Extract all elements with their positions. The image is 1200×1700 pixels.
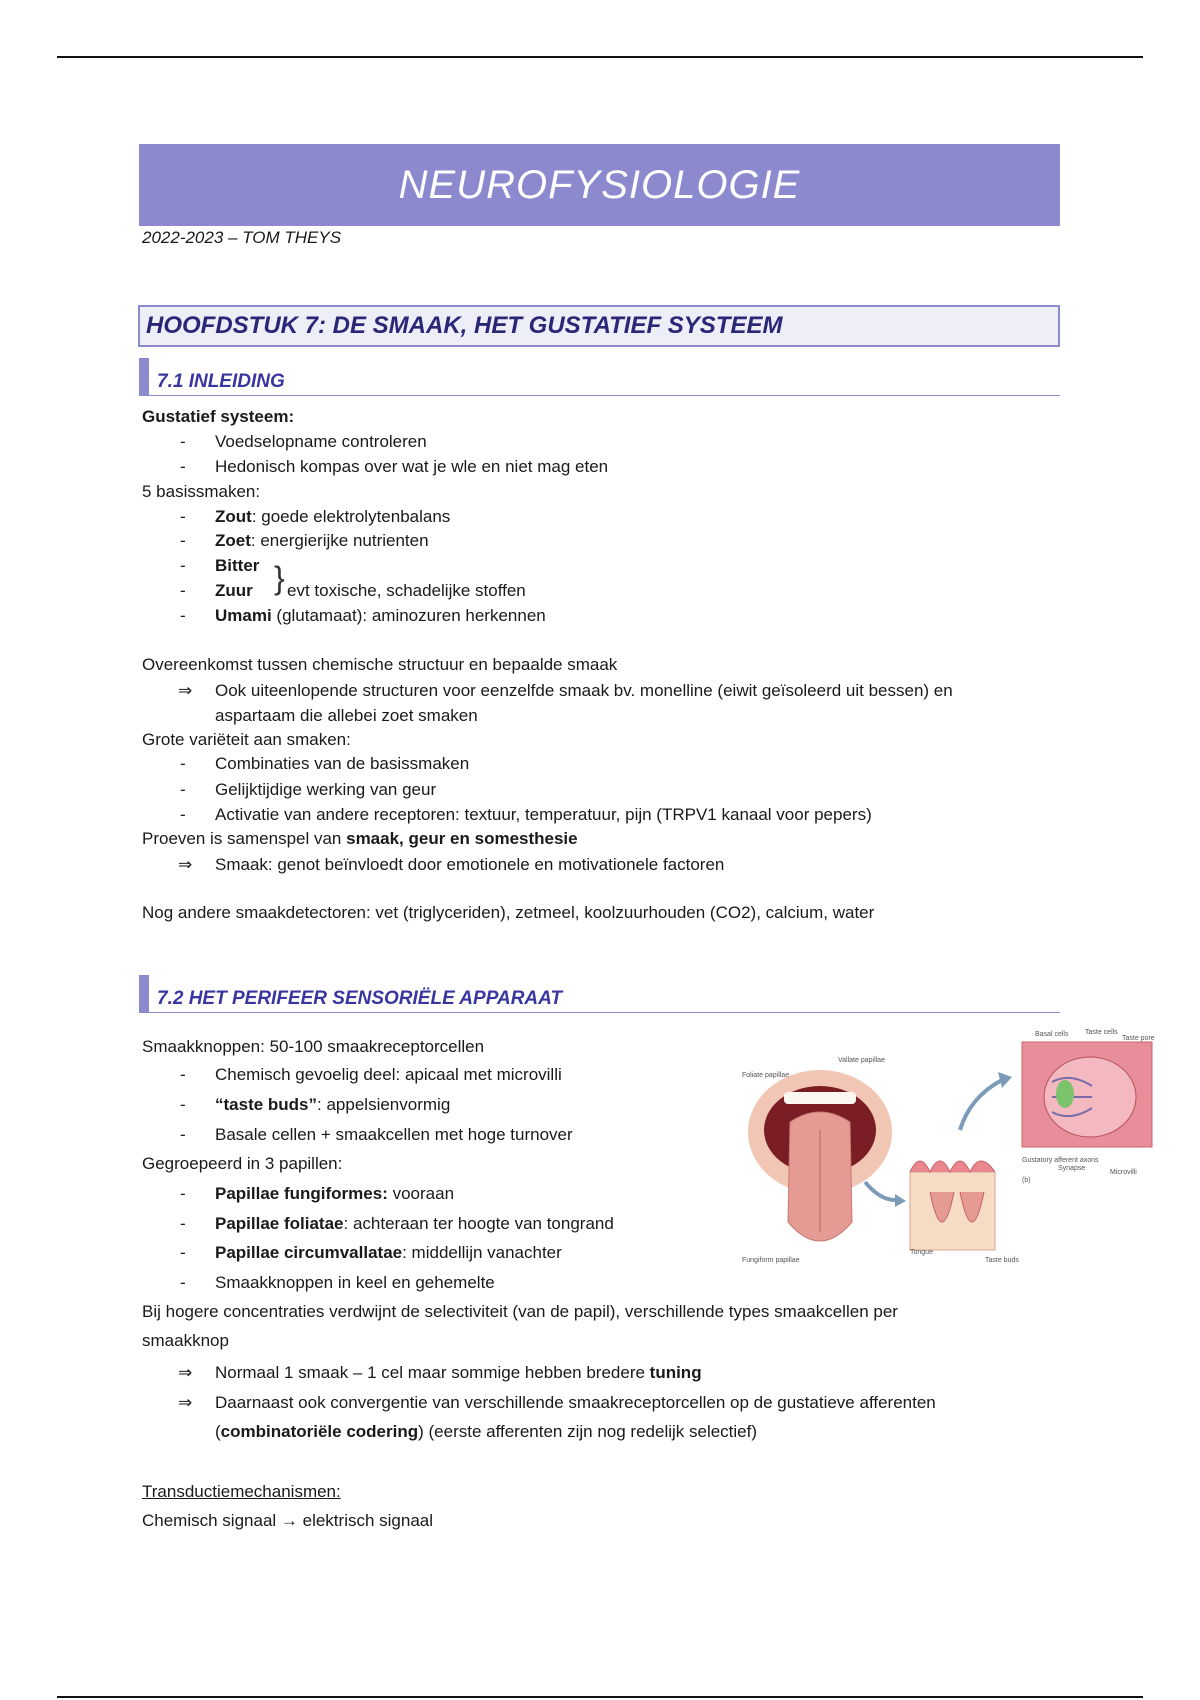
label-fungiform: Fungiform papillae (742, 1257, 800, 1264)
label-afferent: Gustatory afferent axons (1022, 1157, 1099, 1164)
list-item: Voedselopname controleren (215, 432, 427, 451)
arrow-to-papilla (865, 1182, 895, 1200)
bullet-dash: - (180, 1273, 186, 1292)
basissmaken-title: 5 basissmaken: (142, 482, 261, 501)
list-item-foliatae: Papillae foliatae: achteraan ter hoogte van tongrand (215, 1214, 614, 1233)
list-item-bitter: Bitter (215, 556, 260, 575)
overeenkomst-note-line2: aspartaam die allebei zoet smaken (215, 706, 478, 725)
list-item-umami: Umami (glutamaat): aminozuren herkennen (215, 606, 546, 625)
label-tongue: Tongue (910, 1249, 933, 1256)
implies-arrow: ⇒ (178, 855, 193, 874)
list-item-fungiformes: Papillae fungiformes: vooraan (215, 1184, 455, 1203)
section-heading-7-2: 7.2 HET PERIFEER SENSORIËLE APPARAAT (139, 975, 1060, 1013)
label-taste-buds: Taste buds (985, 1257, 1019, 1264)
bullet-dash: - (180, 507, 186, 526)
implies-arrow: ⇒ (178, 1363, 193, 1382)
andere-smaakdetectoren: Nog andere smaakdetectoren: vet (triglyceriden), zetmeel, koolzuurhouden (CO2), calcium, water (142, 903, 875, 922)
hogere-concentraties-line2: smaakknop (142, 1331, 229, 1350)
bullet-dash: - (180, 1214, 186, 1233)
transductie-text: Chemisch signaal → elektrisch signaal (142, 1511, 434, 1530)
bullet-dash: - (180, 1065, 186, 1084)
bottom-rule (57, 1696, 1143, 1698)
proeven-text: Proeven is samenspel van smaak, geur en somesthesie (142, 829, 578, 848)
bullet-dash: - (180, 1243, 186, 1262)
variatie-title: Grote variëteit aan smaken: (142, 730, 351, 749)
implies-arrow: ⇒ (178, 1393, 193, 1412)
bullet-dash: - (180, 1184, 186, 1203)
overeenkomst-text: Overeenkomst tussen chemische structuur en bepaalde smaak (142, 655, 618, 674)
list-item: Hedonisch kompas over wat je wle en niet mag eten (215, 457, 609, 476)
convergentie-line1: Daarnaast ook convergentie van verschillende smaakreceptorcellen op de gustatieve afferenten (215, 1393, 936, 1412)
list-item-zout: Zout: goede elektrolytenbalans (215, 507, 451, 526)
bullet-dash: - (180, 1095, 186, 1114)
proeven-note: Smaak: genot beïnvloedt door emotionele en motivationele factoren (215, 855, 725, 874)
list-item: Combinaties van de basissmaken (215, 754, 470, 773)
document-title-banner (139, 144, 1060, 226)
tuning-note: Normaal 1 smaak – 1 cel maar sommige hebben bredere tuning (215, 1363, 702, 1382)
bullet-dash: - (180, 432, 186, 451)
list-item-taste-buds: “taste buds”: appelsienvormig (215, 1095, 451, 1114)
taste-anatomy-figure (740, 1022, 1160, 1277)
label-panel-b: (b) (1022, 1177, 1031, 1184)
chapter-heading: HOOFDSTUK 7: DE SMAAK, HET GUSTATIEF SYSTEEM (138, 305, 1060, 347)
list-item: Gelijktijdige werking van geur (215, 780, 437, 799)
list-item-zoet: Zoet: energierijke nutrienten (215, 531, 429, 550)
list-item: Chemisch gevoelig deel: apicaal met microvilli (215, 1065, 562, 1084)
top-rule (57, 56, 1143, 58)
implies-arrow: ⇒ (178, 681, 193, 700)
list-item: Smaakknoppen in keel en gehemelte (215, 1273, 495, 1292)
bullet-dash: - (180, 780, 186, 799)
bitter-zuur-note: evt toxische, schadelijke stoffen (287, 581, 526, 600)
bullet-dash: - (180, 1125, 186, 1144)
list-item: Basale cellen + smaakcellen met hoge turnover (215, 1125, 573, 1144)
list-item: Activatie van andere receptoren: textuur, temperatuur, pijn (TRPV1 kanaal voor pepers) (215, 805, 872, 824)
label-taste-cells: Taste cells (1085, 1029, 1118, 1036)
gustatief-title: Gustatief systeem: (142, 407, 295, 426)
brace-symbol: } (274, 560, 285, 596)
label-taste-pore: Taste pore (1122, 1035, 1155, 1042)
section-heading-7-1: 7.1 INLEIDING (139, 358, 1060, 396)
smaakknoppen-title: Smaakknoppen: 50-100 smaakreceptorcellen (142, 1037, 485, 1056)
arrow-to-taste-bud (960, 1080, 1002, 1130)
bullet-dash: - (180, 581, 186, 600)
overeenkomst-note-line1: Ook uiteenlopende structuren voor eenzelfde smaak bv. monelline (eiwit geïsoleerd uit bessen) en (215, 681, 953, 700)
convergentie-line2: (combinatoriële codering) (eerste afferenten zijn nog redelijk selectief) (215, 1422, 758, 1441)
bullet-dash: - (180, 606, 186, 625)
transductie-title: Transductiemechanismen: (142, 1482, 341, 1501)
bullet-dash: - (180, 805, 186, 824)
label-vallate: Vallate papillae (838, 1057, 885, 1064)
document-title: NEUROFYSIOLOGIE (398, 163, 801, 207)
bullet-dash: - (180, 754, 186, 773)
label-foliate: Foliate papillae (742, 1072, 790, 1079)
list-item-zuur: Zuur (215, 581, 253, 600)
bullet-dash: - (180, 457, 186, 476)
tongue-illustration (740, 1022, 1160, 1277)
upper-teeth (784, 1092, 856, 1104)
list-item-circumvallatae: Papillae circumvallatae: middellijn vanachter (215, 1243, 562, 1262)
label-microvilli: Microvilli (1110, 1169, 1137, 1176)
papilla-block (910, 1172, 995, 1250)
hogere-concentraties-line1: Bij hogere concentraties verdwijnt de selectiviteit (van de papil), verschillende types smaakcellen per (142, 1302, 898, 1321)
bullet-dash: - (180, 556, 186, 575)
document-subtitle: 2022-2023 – TOM THEYS (142, 228, 342, 247)
bullet-dash: - (180, 531, 186, 550)
label-basal: Basal cells (1035, 1031, 1069, 1038)
label-synapse: Synapse (1058, 1165, 1086, 1172)
papillen-title: Gegroepeerd in 3 papillen: (142, 1154, 343, 1173)
